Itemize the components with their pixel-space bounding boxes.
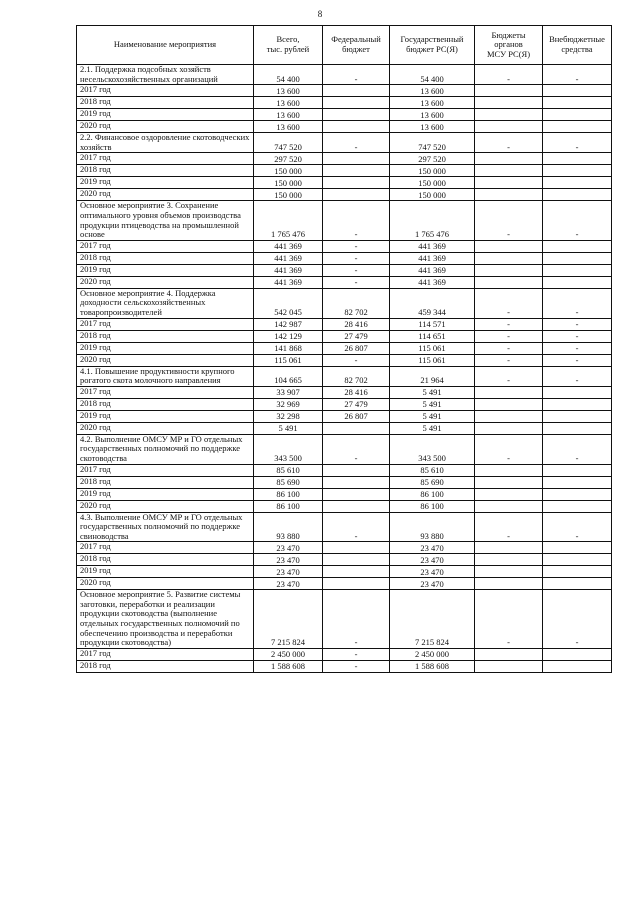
year-row <box>77 354 612 366</box>
municipal-budget-cell <box>475 578 543 590</box>
state-budget-cell: 54 400 <box>390 65 475 85</box>
state-budget-cell: 5 491 <box>390 398 475 410</box>
activity-name-cell: 2019 год <box>77 342 254 354</box>
total-cell: 13 600 <box>254 121 323 133</box>
federal-budget-cell: 27 479 <box>323 330 390 342</box>
year-row <box>77 153 612 165</box>
municipal-budget-cell <box>475 121 543 133</box>
federal-budget-cell <box>323 85 390 97</box>
municipal-budget-cell <box>475 189 543 201</box>
state-budget-cell: 2 450 000 <box>390 648 475 660</box>
state-budget-cell: 86 100 <box>390 488 475 500</box>
budget-table <box>76 25 612 673</box>
header-federal-budget: Федеральный бюджет <box>323 26 390 65</box>
federal-budget-cell: - <box>323 648 390 660</box>
activity-name-cell: 2017 год <box>77 240 254 252</box>
municipal-budget-cell: - <box>475 65 543 85</box>
year-row <box>77 660 612 672</box>
activity-name-cell: 2020 год <box>77 354 254 366</box>
activity-name-cell: Основное мероприятие 5. Развитие системы заготовки, переработки и реализации продукции скотоводства (выполнение отдельных государственных полномочий по обеспечению производства и переработки продукции скотоводства) <box>77 590 254 649</box>
state-budget-cell: 441 369 <box>390 276 475 288</box>
year-row <box>77 500 612 512</box>
state-budget-cell: 5 491 <box>390 410 475 422</box>
federal-budget-cell <box>323 189 390 201</box>
page-number: 8 <box>317 9 323 19</box>
year-row <box>77 342 612 354</box>
federal-budget-cell: - <box>323 434 390 464</box>
year-row <box>77 240 612 252</box>
activity-name-cell: 4.1. Повышение продуктивности крупного рогатого скота молочного направления <box>77 366 254 386</box>
federal-budget-cell <box>323 488 390 500</box>
activity-name-cell: 2.2. Финансовое оздоровление скотоводческих хозяйств <box>77 133 254 153</box>
state-budget-cell: 115 061 <box>390 342 475 354</box>
activity-name-cell: 2017 год <box>77 648 254 660</box>
year-row <box>77 276 612 288</box>
state-budget-cell: 441 369 <box>390 240 475 252</box>
federal-budget-cell: - <box>323 65 390 85</box>
federal-budget-cell: - <box>323 201 390 240</box>
extrabudgetary-cell <box>543 500 612 512</box>
year-row <box>77 542 612 554</box>
federal-budget-cell: - <box>323 590 390 649</box>
activity-name-cell: 2018 год <box>77 97 254 109</box>
year-row <box>77 386 612 398</box>
municipal-budget-cell: - <box>475 133 543 153</box>
total-cell: 343 500 <box>254 434 323 464</box>
extrabudgetary-cell: - <box>543 133 612 153</box>
total-cell: 542 045 <box>254 288 323 318</box>
municipal-budget-cell: - <box>475 201 543 240</box>
extrabudgetary-cell <box>543 660 612 672</box>
extrabudgetary-cell <box>543 264 612 276</box>
activity-row <box>77 512 612 542</box>
federal-budget-cell <box>323 97 390 109</box>
year-row <box>77 165 612 177</box>
municipal-budget-cell <box>475 97 543 109</box>
federal-budget-cell <box>323 578 390 590</box>
state-budget-cell: 441 369 <box>390 264 475 276</box>
extrabudgetary-cell: - <box>543 342 612 354</box>
extrabudgetary-cell: - <box>543 366 612 386</box>
extrabudgetary-cell <box>543 153 612 165</box>
municipal-budget-cell <box>475 240 543 252</box>
total-cell: 93 880 <box>254 512 323 542</box>
activity-name-cell: 2017 год <box>77 318 254 330</box>
extrabudgetary-cell <box>543 386 612 398</box>
extrabudgetary-cell <box>543 165 612 177</box>
total-cell: 23 470 <box>254 542 323 554</box>
year-row <box>77 566 612 578</box>
extrabudgetary-cell <box>543 177 612 189</box>
total-cell: 297 520 <box>254 153 323 165</box>
total-cell: 747 520 <box>254 133 323 153</box>
federal-budget-cell <box>323 109 390 121</box>
municipal-budget-cell <box>475 109 543 121</box>
federal-budget-cell: - <box>323 354 390 366</box>
municipal-budget-cell: - <box>475 288 543 318</box>
total-cell: 441 369 <box>254 240 323 252</box>
total-cell: 142 129 <box>254 330 323 342</box>
activity-name-cell: 2018 год <box>77 398 254 410</box>
extrabudgetary-cell <box>543 422 612 434</box>
total-cell: 86 100 <box>254 500 323 512</box>
state-budget-cell: 13 600 <box>390 109 475 121</box>
total-cell: 2 450 000 <box>254 648 323 660</box>
extrabudgetary-cell: - <box>543 354 612 366</box>
extrabudgetary-cell: - <box>543 434 612 464</box>
activity-name-cell: 2020 год <box>77 189 254 201</box>
header-activity-name: Наименование мероприятия <box>77 26 254 65</box>
activity-name-cell: 4.2. Выполнение ОМСУ МР и ГО отдельных государственных полномочий по поддержке скотоводства <box>77 434 254 464</box>
extrabudgetary-cell <box>543 554 612 566</box>
year-row <box>77 109 612 121</box>
activity-name-cell: Основное мероприятие 4. Поддержка доходности сельскохозяйственных товаропроизводителей <box>77 288 254 318</box>
municipal-budget-cell <box>475 264 543 276</box>
activity-name-cell: 2018 год <box>77 330 254 342</box>
extrabudgetary-cell <box>543 252 612 264</box>
extrabudgetary-cell <box>543 464 612 476</box>
state-budget-cell: 23 470 <box>390 566 475 578</box>
extrabudgetary-cell: - <box>543 201 612 240</box>
federal-budget-cell <box>323 476 390 488</box>
municipal-budget-cell: - <box>475 354 543 366</box>
municipal-budget-cell <box>475 422 543 434</box>
activity-name-cell: Основное мероприятие 3. Сохранение оптимального уровня объемов производства продукции птицеводства на промышленной основе <box>77 201 254 240</box>
activity-name-cell: 2017 год <box>77 542 254 554</box>
federal-budget-cell: - <box>323 133 390 153</box>
extrabudgetary-cell <box>543 566 612 578</box>
total-cell: 13 600 <box>254 109 323 121</box>
state-budget-cell: 150 000 <box>390 165 475 177</box>
year-row <box>77 318 612 330</box>
municipal-budget-cell <box>475 500 543 512</box>
municipal-budget-cell <box>475 85 543 97</box>
extrabudgetary-cell <box>543 189 612 201</box>
municipal-budget-cell <box>475 464 543 476</box>
municipal-budget-cell: - <box>475 590 543 649</box>
total-cell: 23 470 <box>254 566 323 578</box>
federal-budget-cell <box>323 165 390 177</box>
total-cell: 85 690 <box>254 476 323 488</box>
total-cell: 1 765 476 <box>254 201 323 240</box>
federal-budget-cell <box>323 177 390 189</box>
municipal-budget-cell <box>475 153 543 165</box>
total-cell: 441 369 <box>254 252 323 264</box>
extrabudgetary-cell <box>543 240 612 252</box>
extrabudgetary-cell <box>543 109 612 121</box>
table-header-row <box>77 26 612 65</box>
year-row <box>77 264 612 276</box>
activity-name-cell: 2020 год <box>77 121 254 133</box>
header-extrabudgetary: Внебюджетные средства <box>543 26 612 65</box>
municipal-budget-cell <box>475 410 543 422</box>
activity-row <box>77 201 612 240</box>
federal-budget-cell: 82 702 <box>323 366 390 386</box>
activity-name-cell: 2017 год <box>77 153 254 165</box>
total-cell: 86 100 <box>254 488 323 500</box>
federal-budget-cell: - <box>323 660 390 672</box>
federal-budget-cell <box>323 542 390 554</box>
municipal-budget-cell <box>475 648 543 660</box>
total-cell: 441 369 <box>254 264 323 276</box>
activity-name-cell: 2018 год <box>77 252 254 264</box>
activity-name-cell: 2017 год <box>77 85 254 97</box>
municipal-budget-cell <box>475 488 543 500</box>
extrabudgetary-cell <box>543 276 612 288</box>
federal-budget-cell: - <box>323 276 390 288</box>
extrabudgetary-cell: - <box>543 512 612 542</box>
total-cell: 32 298 <box>254 410 323 422</box>
extrabudgetary-cell <box>543 97 612 109</box>
state-budget-cell: 13 600 <box>390 97 475 109</box>
municipal-budget-cell <box>475 165 543 177</box>
year-row <box>77 252 612 264</box>
state-budget-cell: 150 000 <box>390 177 475 189</box>
activity-name-cell: 2019 год <box>77 264 254 276</box>
state-budget-cell: 13 600 <box>390 121 475 133</box>
federal-budget-cell: 27 479 <box>323 398 390 410</box>
total-cell: 7 215 824 <box>254 590 323 649</box>
total-cell: 150 000 <box>254 177 323 189</box>
federal-budget-cell <box>323 422 390 434</box>
state-budget-cell: 23 470 <box>390 554 475 566</box>
year-row <box>77 177 612 189</box>
total-cell: 141 868 <box>254 342 323 354</box>
activity-name-cell: 2020 год <box>77 276 254 288</box>
municipal-budget-cell <box>475 386 543 398</box>
year-row <box>77 85 612 97</box>
extrabudgetary-cell: - <box>543 65 612 85</box>
total-cell: 13 600 <box>254 85 323 97</box>
extrabudgetary-cell <box>543 410 612 422</box>
header-total: Всего, тыс. рублей <box>254 26 323 65</box>
municipal-budget-cell: - <box>475 318 543 330</box>
year-row <box>77 578 612 590</box>
year-row <box>77 464 612 476</box>
municipal-budget-cell <box>475 276 543 288</box>
activity-name-cell: 2019 год <box>77 410 254 422</box>
municipal-budget-cell <box>475 660 543 672</box>
total-cell: 5 491 <box>254 422 323 434</box>
activity-name-cell: 2017 год <box>77 386 254 398</box>
state-budget-cell: 343 500 <box>390 434 475 464</box>
state-budget-cell: 150 000 <box>390 189 475 201</box>
year-row <box>77 121 612 133</box>
total-cell: 32 969 <box>254 398 323 410</box>
header-municipal-budget: Бюджеты органов МСУ РС(Я) <box>475 26 543 65</box>
total-cell: 33 907 <box>254 386 323 398</box>
activity-name-cell: 2020 год <box>77 578 254 590</box>
state-budget-cell: 297 520 <box>390 153 475 165</box>
year-row <box>77 410 612 422</box>
state-budget-cell: 23 470 <box>390 542 475 554</box>
year-row <box>77 488 612 500</box>
municipal-budget-cell <box>475 177 543 189</box>
municipal-budget-cell: - <box>475 512 543 542</box>
year-row <box>77 398 612 410</box>
municipal-budget-cell <box>475 476 543 488</box>
state-budget-cell: 21 964 <box>390 366 475 386</box>
state-budget-cell: 114 571 <box>390 318 475 330</box>
federal-budget-cell: - <box>323 264 390 276</box>
activity-name-cell: 2017 год <box>77 464 254 476</box>
total-cell: 23 470 <box>254 578 323 590</box>
state-budget-cell: 115 061 <box>390 354 475 366</box>
total-cell: 150 000 <box>254 189 323 201</box>
total-cell: 54 400 <box>254 65 323 85</box>
municipal-budget-cell: - <box>475 434 543 464</box>
year-row <box>77 422 612 434</box>
federal-budget-cell: - <box>323 252 390 264</box>
activity-name-cell: 2020 год <box>77 500 254 512</box>
year-row <box>77 648 612 660</box>
state-budget-cell: 86 100 <box>390 500 475 512</box>
federal-budget-cell: 28 416 <box>323 386 390 398</box>
federal-budget-cell <box>323 121 390 133</box>
extrabudgetary-cell: - <box>543 288 612 318</box>
state-budget-cell: 1 588 608 <box>390 660 475 672</box>
total-cell: 150 000 <box>254 165 323 177</box>
state-budget-cell: 459 344 <box>390 288 475 318</box>
federal-budget-cell: - <box>323 240 390 252</box>
municipal-budget-cell <box>475 398 543 410</box>
total-cell: 1 588 608 <box>254 660 323 672</box>
total-cell: 85 610 <box>254 464 323 476</box>
activity-name-cell: 2019 год <box>77 488 254 500</box>
total-cell: 115 061 <box>254 354 323 366</box>
total-cell: 441 369 <box>254 276 323 288</box>
federal-budget-cell <box>323 566 390 578</box>
state-budget-cell: 85 690 <box>390 476 475 488</box>
year-row <box>77 97 612 109</box>
federal-budget-cell: 26 807 <box>323 410 390 422</box>
municipal-budget-cell <box>475 252 543 264</box>
state-budget-cell: 747 520 <box>390 133 475 153</box>
federal-budget-cell <box>323 500 390 512</box>
total-cell: 23 470 <box>254 554 323 566</box>
year-row <box>77 330 612 342</box>
municipal-budget-cell: - <box>475 342 543 354</box>
activity-name-cell: 2019 год <box>77 566 254 578</box>
activity-name-cell: 2018 год <box>77 165 254 177</box>
activity-name-cell: 2018 год <box>77 554 254 566</box>
federal-budget-cell <box>323 153 390 165</box>
extrabudgetary-cell <box>543 85 612 97</box>
extrabudgetary-cell: - <box>543 318 612 330</box>
activity-name-cell: 2018 год <box>77 660 254 672</box>
state-budget-cell: 1 765 476 <box>390 201 475 240</box>
municipal-budget-cell <box>475 566 543 578</box>
extrabudgetary-cell <box>543 578 612 590</box>
activity-row <box>77 590 612 649</box>
state-budget-cell: 114 651 <box>390 330 475 342</box>
state-budget-cell: 85 610 <box>390 464 475 476</box>
total-cell: 13 600 <box>254 97 323 109</box>
extrabudgetary-cell <box>543 648 612 660</box>
state-budget-cell: 93 880 <box>390 512 475 542</box>
year-row <box>77 476 612 488</box>
federal-budget-cell <box>323 464 390 476</box>
year-row <box>77 554 612 566</box>
activity-name-cell: 2.1. Поддержка подсобных хозяйств несельскохозяйственных организаций <box>77 65 254 85</box>
federal-budget-cell: 28 416 <box>323 318 390 330</box>
activity-name-cell: 2018 год <box>77 476 254 488</box>
state-budget-cell: 441 369 <box>390 252 475 264</box>
activity-name-cell: 2019 год <box>77 109 254 121</box>
federal-budget-cell: - <box>323 512 390 542</box>
state-budget-cell: 5 491 <box>390 386 475 398</box>
extrabudgetary-cell <box>543 121 612 133</box>
activity-name-cell: 2020 год <box>77 422 254 434</box>
federal-budget-cell: 82 702 <box>323 288 390 318</box>
municipal-budget-cell <box>475 554 543 566</box>
state-budget-cell: 13 600 <box>390 85 475 97</box>
extrabudgetary-cell: - <box>543 590 612 649</box>
municipal-budget-cell <box>475 542 543 554</box>
municipal-budget-cell: - <box>475 330 543 342</box>
extrabudgetary-cell: - <box>543 330 612 342</box>
extrabudgetary-cell <box>543 476 612 488</box>
federal-budget-cell <box>323 554 390 566</box>
activity-row <box>77 133 612 153</box>
activity-row <box>77 65 612 85</box>
activity-row <box>77 434 612 464</box>
activity-name-cell: 4.3. Выполнение ОМСУ МР и ГО отдельных государственных полномочий по поддержке свиноводства <box>77 512 254 542</box>
year-row <box>77 189 612 201</box>
total-cell: 142 987 <box>254 318 323 330</box>
extrabudgetary-cell <box>543 398 612 410</box>
extrabudgetary-cell <box>543 488 612 500</box>
activity-row <box>77 288 612 318</box>
total-cell: 104 665 <box>254 366 323 386</box>
extrabudgetary-cell <box>543 542 612 554</box>
activity-row <box>77 366 612 386</box>
state-budget-cell: 7 215 824 <box>390 590 475 649</box>
municipal-budget-cell: - <box>475 366 543 386</box>
header-state-budget: Государственный бюджет РС(Я) <box>390 26 475 65</box>
state-budget-cell: 5 491 <box>390 422 475 434</box>
state-budget-cell: 23 470 <box>390 578 475 590</box>
activity-name-cell: 2019 год <box>77 177 254 189</box>
federal-budget-cell: 26 807 <box>323 342 390 354</box>
